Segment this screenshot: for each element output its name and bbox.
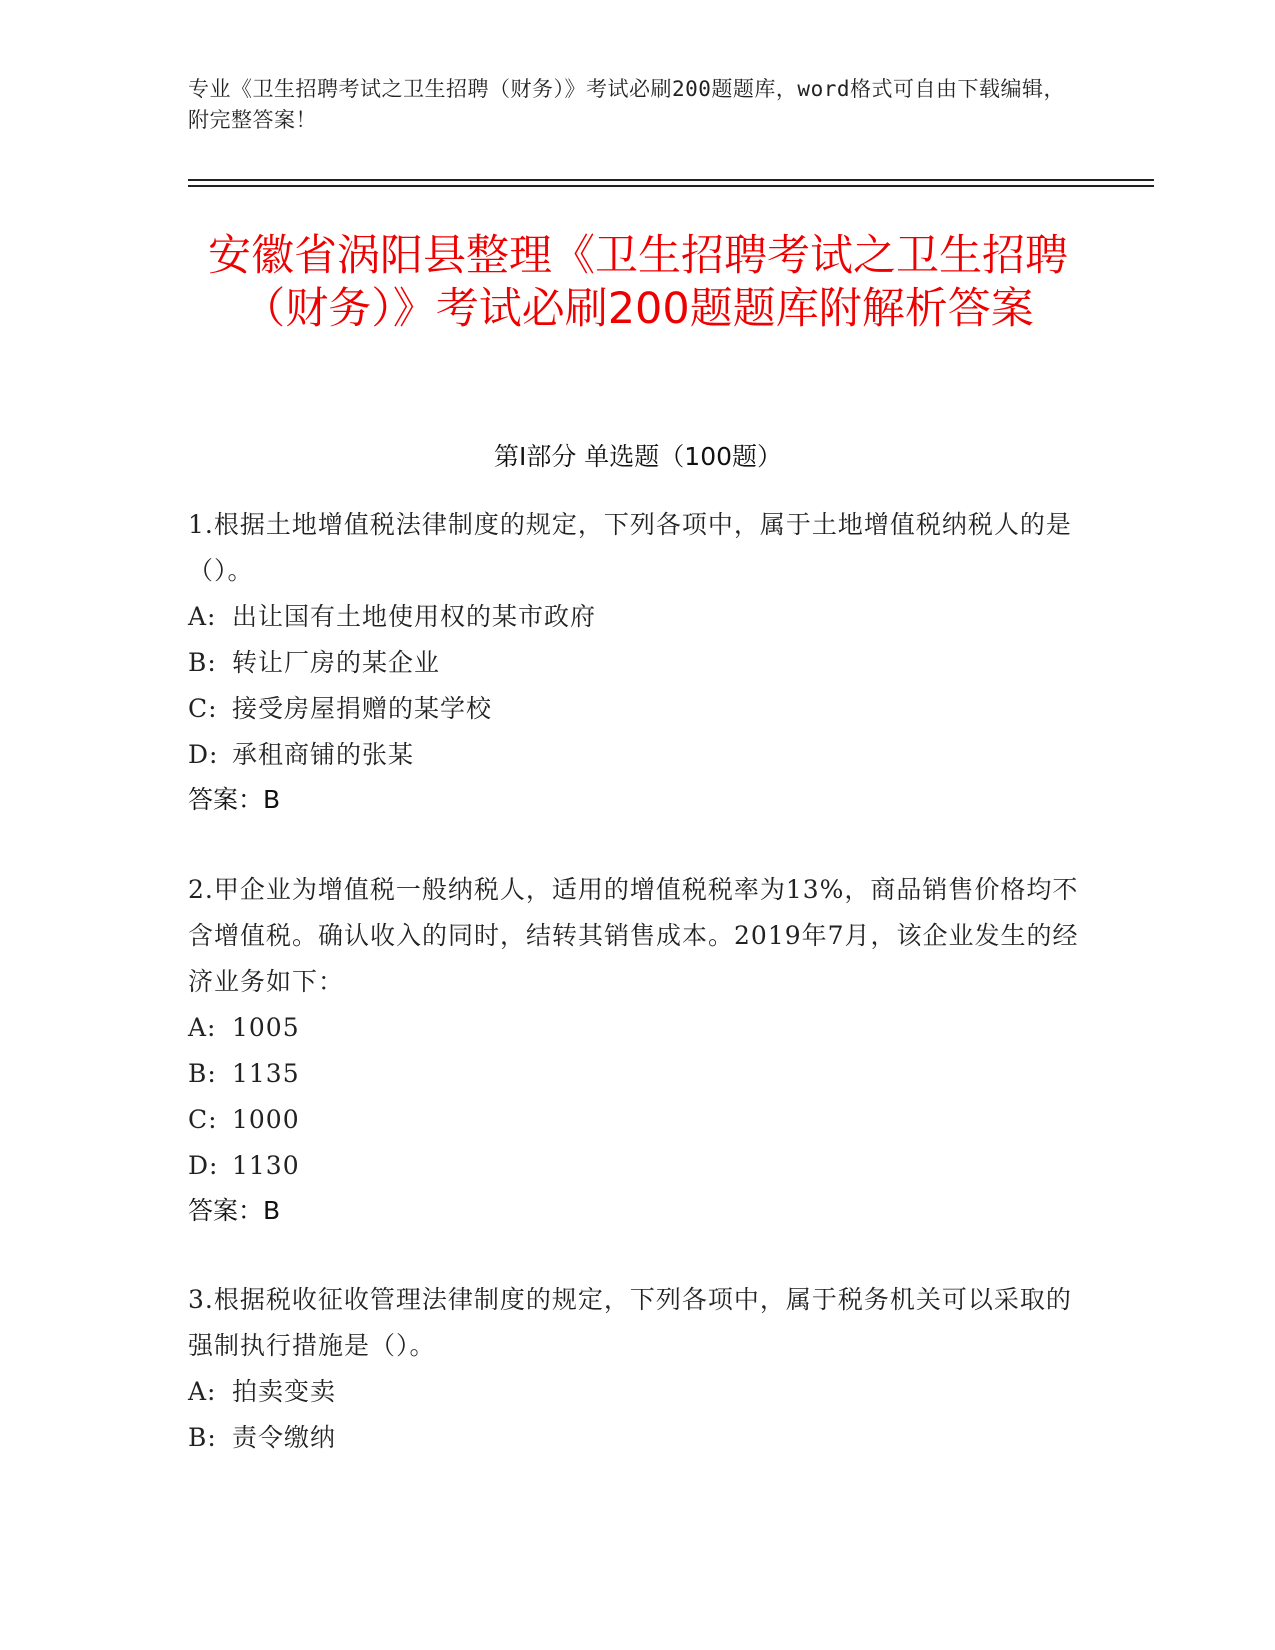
option-b (188, 640, 1088, 686)
option-letter: A: (188, 602, 217, 631)
option-text: 转让厂房的某企业 (232, 648, 441, 677)
option-letter: D: (188, 740, 219, 769)
option-text: 1130 (232, 1151, 300, 1180)
answer-line: 答案：B (188, 1196, 281, 1225)
option-letter: B: (188, 648, 217, 677)
option-text: 1135 (232, 1059, 300, 1088)
option-letter: C: (188, 1105, 218, 1134)
option-text: 责令缴纳 (232, 1423, 337, 1452)
option-letter: C: (188, 694, 218, 723)
header-note: 专业《卫生招聘考试之卫生招聘（财务）》考试必刷200题题库，word格式可自由下载编辑，附完整答案！ (188, 77, 1065, 132)
option-letter: A: (188, 1377, 217, 1406)
option-d (188, 1143, 1088, 1189)
question-1 (188, 502, 1088, 822)
option-d (188, 732, 1088, 778)
question-2 (188, 867, 1088, 1233)
option-letter: D: (188, 1151, 219, 1180)
option-a (188, 1369, 1088, 1415)
option-a (188, 594, 1088, 640)
question-3 (188, 1277, 1088, 1461)
option-text: 接受房屋捐赠的某学校 (232, 694, 493, 723)
option-c (188, 1097, 1088, 1143)
question-stem: 2.甲企业为增值税一般纳税人，适用的增值税税率为13%，商品销售价格均不含增值税。确认收入的同时，结转其销售成本。2019年7月，该企业发生的经济业务如下： (188, 875, 1079, 996)
option-text: 1000 (232, 1105, 300, 1134)
option-letter: A: (188, 1013, 217, 1042)
option-b (188, 1415, 1088, 1461)
option-b (188, 1051, 1088, 1097)
document-title: 安徽省涡阳县整理《卫生招聘考试之卫生招聘（财务）》考试必刷200题题库附解析答案 (208, 231, 1068, 334)
option-c (188, 686, 1088, 732)
answer-line: 答案：B (188, 785, 281, 814)
option-a (188, 1005, 1088, 1051)
option-text: 出让国有土地使用权的某市政府 (232, 602, 597, 631)
option-text: 拍卖变卖 (232, 1377, 337, 1406)
section-title: 第Ⅰ部分 单选题（100题） (493, 442, 783, 471)
option-text: 承租商铺的张某 (232, 740, 415, 769)
header-rule-top (188, 179, 1154, 181)
option-letter: B: (188, 1423, 217, 1452)
question-stem: 1.根据土地增值税法律制度的规定，下列各项中，属于土地增值税纳税人的是（）。 (188, 510, 1072, 585)
question-stem: 3.根据税收征收管理法律制度的规定，下列各项中，属于税务机关可以采取的强制执行措施是（）。 (188, 1285, 1072, 1360)
option-letter: B: (188, 1059, 217, 1088)
option-text: 1005 (232, 1013, 300, 1042)
header-rule-bottom (188, 185, 1154, 187)
